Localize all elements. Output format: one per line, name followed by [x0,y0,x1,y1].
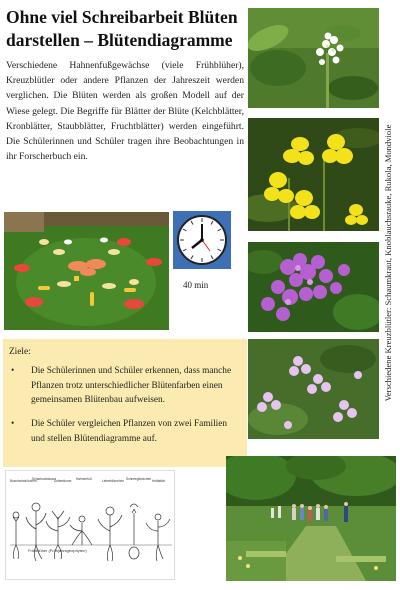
photo-garden-group [226,456,396,581]
photo-flower-models-meadow [4,212,169,330]
goals-box [3,339,247,467]
diagram-label: Buschwindröschen [10,479,37,483]
photo-pale-flowers [248,339,379,439]
diagram-label: Huflattich [152,479,166,483]
side-caption: Verschiedene Kreuzblütler: Schaumkraut, Knoblauchsrauke, Rukola, Mondviole [383,124,393,402]
intro-paragraph: Verschiedene Hahnenfußgewächse (viele Frühblüher), Kreuzblütler oder andere Pflanzen der Jahreszeit werden verglichen. Die Blüten werden als großen Modell auf der Wiese gelegt. Die Begriffe für Blätter der Blüte (Kelchblätter, Kronblätter, Staubblätter, Fruchtblätter) werden eingeführt. Die Schülerinnen und Schüler tragen ihre Beobachtungen in ihr Forscherbuch ein. [6,60,244,163]
goals-list [9,364,239,447]
diagram-label: Hahnenfuß [76,477,92,481]
diagram-label: Leberblümchen [102,479,124,483]
time-label: 40 min [183,280,209,290]
clock-icon [173,211,231,269]
goal-item: • Die Schülerinnen und Schüler erkennen, dass manche Pflanzen trotz unterschiedlicher Blütenfarben einen gemeinsamen Blütenbau aufweisen. [9,364,239,408]
diagram-label: Schneeglöckchen [126,477,152,481]
plant-sketches [6,471,176,581]
page-title: Ohne viel Schreibarbeit Blüten darstellen – Blütendiagramme [6,7,238,50]
diagram-caption: Frühblüher (Frühjahrsgeophyten) [28,548,87,553]
photo-purple-flower [248,242,379,332]
goals-heading: Ziele: [9,347,31,357]
diagram-label: Scharbockskraut [32,477,56,481]
frühblüher-diagram [5,470,175,580]
photo-yellow-flower [248,118,379,231]
diagram-label: Dotterblume [54,479,72,483]
goal-item: • Die Schüler vergleichen Pflanzen von zwei Familien und stellen Blütendiagramme auf. [9,417,239,447]
photo-white-flower [248,8,379,108]
